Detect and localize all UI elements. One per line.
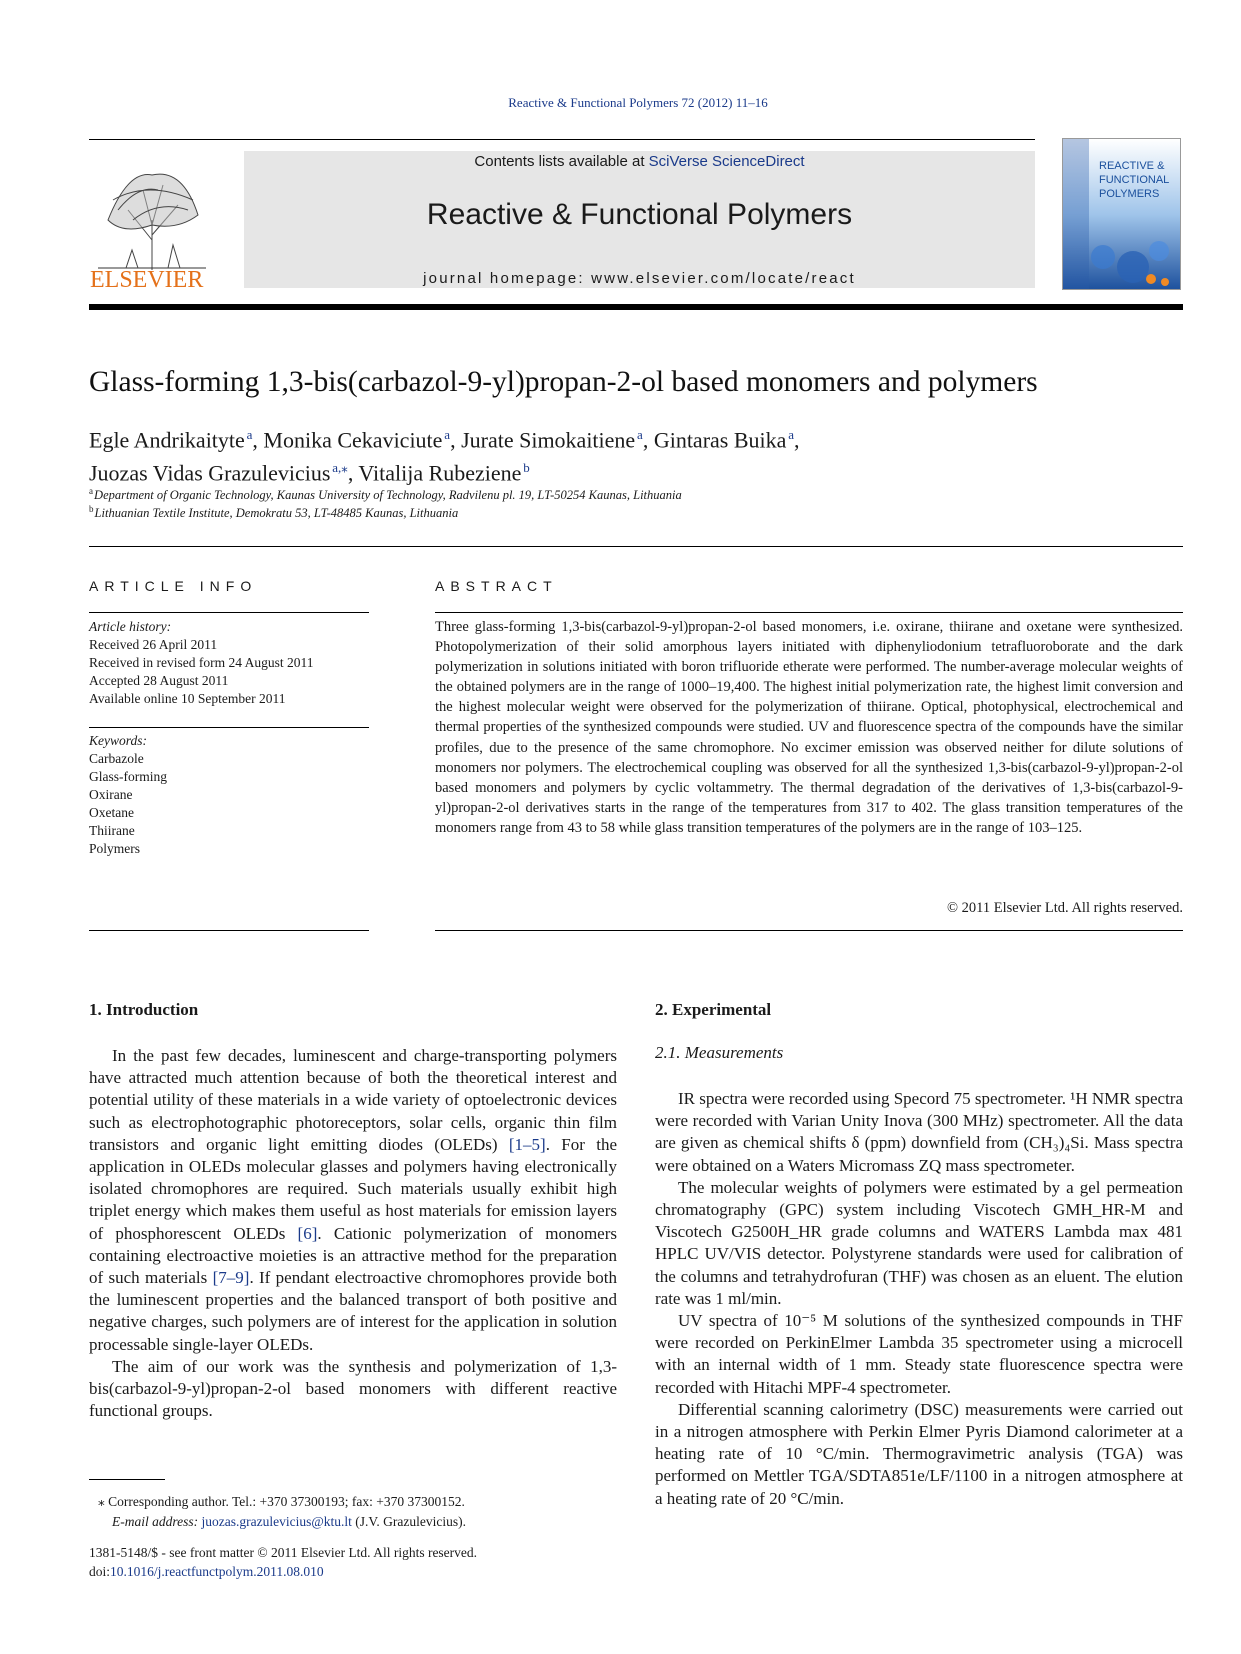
journal-citation[interactable]: Reactive & Functional Polymers 72 (2012) 11–16 bbox=[508, 95, 768, 110]
measurements-subheading: 2.1. Measurements bbox=[655, 1043, 784, 1062]
email-suffix: (J.V. Grazulevicius). bbox=[351, 1514, 467, 1529]
intro-body bbox=[89, 1045, 617, 1422]
corresponding-author-note: ⁎ Corresponding author. Tel.: +370 37300193; fax: +370 37300152. bbox=[98, 1494, 465, 1509]
experimental-body bbox=[655, 1088, 1183, 1510]
keywords bbox=[89, 732, 167, 858]
affiliation-mark: a bbox=[89, 486, 93, 496]
keyword: Oxirane bbox=[89, 787, 133, 802]
history-item: Accepted 28 August 2011 bbox=[89, 673, 229, 688]
article-title: Glass-forming 1,3-bis(carbazol-9-yl)propan-2-ol based monomers and polymers bbox=[89, 366, 1038, 398]
abstract-heading: ABSTRACT bbox=[435, 578, 558, 594]
author-affil-mark[interactable]: a,⁎ bbox=[332, 460, 348, 476]
intro-text: In the past few decades, luminescent and charge-transporting polymers have attracted much attention because of both the theoretical interest and potential utility of these materials in a wide variety of optoelectronic devices such as electrophotographic photoreceptors, solar cells, organic thin film transistors and organic light emitting diodes (OLEDs) bbox=[89, 1046, 617, 1154]
author-affil-mark[interactable]: b bbox=[523, 460, 530, 476]
header-thick-rule bbox=[89, 304, 1183, 310]
experimental-paragraph: UV spectra of 10⁻⁵ M solutions of the synthesized compounds in THF were recorded on PerkinElmer Lambda 35 spectrometer using a microcell with an internal width of 1 mm. Steady state fluorescence spectra were recorded with Hitachi MPF-4 spectrometer. bbox=[655, 1311, 1183, 1397]
keywords-rule bbox=[89, 727, 369, 728]
author-name: Egle Andrikaityte bbox=[89, 427, 245, 453]
reference-link[interactable]: [1–5] bbox=[508, 1134, 546, 1154]
author-affil-mark[interactable]: a bbox=[637, 427, 643, 442]
author-name: Gintaras Buika bbox=[653, 427, 787, 453]
email-link[interactable]: juozas.grazulevicius@ktu.lt bbox=[201, 1514, 352, 1529]
doi-label: doi: bbox=[89, 1564, 111, 1579]
reference-link[interactable]: [6] bbox=[297, 1223, 318, 1243]
intro-text: . Cationic polymerization of monomers containing electroactive moieties is an attractive method for the preparation of such materials bbox=[89, 1223, 617, 1288]
author-name: Jurate Simokaitiene bbox=[461, 427, 636, 453]
article-info-rule bbox=[89, 612, 369, 613]
intro-text: . If pendant electroactive chromophores provide both the luminescent properties and the balanced transport of both positive and negative charges, such polymers are of interest for the application in solution processable single-layer OLEDs. bbox=[89, 1268, 617, 1354]
affiliation-text: Lithuanian Textile Institute, Demokratu 53, LT-48485 Kaunas, Lithuania bbox=[94, 506, 459, 521]
doi-line bbox=[89, 1562, 324, 1582]
author-list bbox=[89, 421, 800, 488]
keyword: Carbazole bbox=[89, 751, 144, 766]
keyword: Thiirane bbox=[89, 823, 135, 838]
intro-text: . For the application in OLEDs molecular glasses and polymers having electronically isolated chromophores are required. Such materials usually exhibit high triplet energy which makes them useful as host materials for emission layers of phosphorescent OLEDs bbox=[89, 1134, 617, 1243]
abstract-bottom-rule bbox=[435, 930, 1183, 931]
article-history-label: Article history: bbox=[89, 619, 172, 634]
author-line: Egle Andrikaityte $^a$, Monika Cekaviciute $^a$, Jurate Simokaitiene $^a$, Gintaras Buika $^a$, bbox=[89, 427, 800, 453]
email-note bbox=[112, 1512, 466, 1532]
journal-cover bbox=[1062, 138, 1181, 290]
affiliation bbox=[89, 486, 682, 503]
sciencedirect-link[interactable]: SciVerse ScienceDirect bbox=[648, 153, 805, 170]
history-item: Received in revised form 24 August 2011 bbox=[89, 655, 314, 670]
history-item: Received 26 April 2011 bbox=[89, 637, 218, 652]
experimental-paragraph: The molecular weights of polymers were estimated by a gel permeation chromatography (GPC) system including Viscotech GMH_HR-M and Viscotech G2500H_HR grade columns and WATERS Lambda max 481 HPLC UV/VIS detector. Polystyrene standards were used for calibration of the columns and tetrahydrofuran (THF) was chosen as an eluent. The elution rate was 1 ml/min. bbox=[655, 1177, 1183, 1308]
cover-title-line: REACTIVE & bbox=[1099, 160, 1165, 172]
keyword: Polymers bbox=[89, 841, 141, 856]
affiliation-mark: b bbox=[89, 504, 94, 514]
header-top-rule bbox=[89, 139, 1035, 140]
doi-link[interactable]: 10.1016/j.reactfunctpolym.2011.08.010 bbox=[110, 1564, 324, 1579]
history-item: Available online 10 September 2011 bbox=[89, 691, 286, 706]
keywords-label: Keywords: bbox=[89, 733, 147, 748]
experimental-paragraph: IR spectra were recorded using Specord 75 spectrometer. ¹H NMR spectra were recorded with Varian Unity Inova (300 MHz) spectrometer. All the data are given as chemical shifts δ (ppm) downfield from (CH₃)₄Si. Mass spectra were obtained on a Waters Micromass ZQ mass spectrometer. bbox=[655, 1089, 1184, 1175]
experimental-heading: 2. Experimental bbox=[655, 1000, 772, 1019]
reference-link[interactable]: [7–9] bbox=[212, 1268, 250, 1288]
footnote-rule bbox=[89, 1479, 165, 1480]
keyword: Oxetane bbox=[89, 805, 134, 820]
journal-name: Reactive & Functional Polymers bbox=[426, 198, 853, 231]
intro-heading: 1. Introduction bbox=[89, 1000, 199, 1019]
author-name: Monika Cekaviciute bbox=[263, 427, 443, 453]
article-info-bottom-rule bbox=[89, 930, 369, 931]
affiliation bbox=[89, 504, 458, 521]
author-name: Juozas Vidas Grazulevicius bbox=[89, 460, 331, 486]
intro-paragraph: The aim of our work was the synthesis and polymerization of 1,3-bis(carbazol-9-yl)propan-2-ol based monomers with different reactive functional groups. bbox=[89, 1356, 617, 1421]
email-label: E-mail address: bbox=[112, 1514, 202, 1529]
abstract-rule bbox=[435, 612, 1183, 613]
elsevier-tree-icon bbox=[88, 150, 216, 290]
article-info-heading: ARTICLE INFO bbox=[89, 578, 258, 594]
info-top-rule bbox=[89, 546, 1183, 547]
article-history bbox=[89, 618, 313, 708]
elsevier-logo bbox=[88, 150, 216, 290]
author-affil-mark[interactable]: a bbox=[444, 427, 451, 442]
author-affil-mark[interactable]: a bbox=[246, 427, 253, 442]
journal-homepage[interactable]: journal homepage: www.elsevier.com/locate/react bbox=[423, 270, 856, 287]
abstract-copyright: © 2011 Elsevier Ltd. All rights reserved. bbox=[947, 900, 1183, 916]
abstract-text: Three glass-forming 1,3-bis(carbazol-9-yl)propan-2-ol based monomers, i.e. oxirane, thiirane and oxetane were synthesized. Photopolymerization of their solid amorphous layers initiated with diphenyliodonium tetrafluoroborate and the dark polymerization in solutions initiated with boron trifluoride etherate were performed. The number-average molecular weights of the obtained polymers are in the range of 1000–19,400. The highest initial polymerization rate, the highest limit conversion and the highest molecular weight were observed for the polymerization of thiirane. Optical, photophysical, electrochemical and thermal properties of the synthesized compounds were studied. UV and fluorescence spectra of the compounds have the similar profiles, due to the presence of the same chromophore. No excimer emission was observed neither for dilute solutions of monomers nor polymers. The electrochemical coupling was observed for all the synthesized 1,3-bis(carbazol-9-yl)propan-2-ol based monomers and polymers by cyclic voltammetry. The thermal degradation of the derivatives of 1,3-bis(carbazol-9-yl)propan-2-ol derivatives starts in the range of the temperatures from 317 to 402. The glass transition temperatures of the monomers range from 43 to 58 while glass transition temperatures of the polymers are in the range of 103–125. bbox=[435, 619, 1183, 836]
keyword: Glass-forming bbox=[89, 769, 167, 784]
contents-line bbox=[244, 153, 1035, 170]
author-affil-mark[interactable]: a bbox=[788, 427, 795, 442]
affiliation-text: Department of Organic Technology, Kaunas University of Technology, Radvilenu pl. 19, LT-50254 Kaunas, Lithuania bbox=[94, 488, 682, 503]
publisher-wordmark: ELSEVIER bbox=[90, 267, 204, 290]
experimental-paragraph: Differential scanning calorimetry (DSC) measurements were carried out in a nitrogen atmosphere with Perkin Elmer Pyris Diamond calorimeter at a heating rate of 10 °C/min. Thermogravimetric analysis (TGA) was performed on Mettler TGA/SDTA851e/LF/1100 in a nitrogen atmosphere at a heating rate of 20 °C/min. bbox=[655, 1399, 1183, 1508]
author-line: Juozas Vidas Grazulevicius $^{a,⁎}$, Vitalija Rubeziene $^b$ bbox=[89, 460, 530, 486]
cover-title-line: FUNCTIONAL bbox=[1099, 174, 1170, 186]
contents-prefix: Contents lists available at bbox=[474, 153, 649, 170]
author-name: Vitalija Rubeziene bbox=[358, 460, 522, 486]
cover-title bbox=[1099, 159, 1169, 201]
intro-paragraph bbox=[89, 1045, 617, 1356]
cover-title-line: POLYMERS bbox=[1099, 188, 1160, 200]
issn-line: 1381-5148/$ - see front matter © 2011 Elsevier Ltd. All rights reserved. bbox=[89, 1545, 478, 1560]
